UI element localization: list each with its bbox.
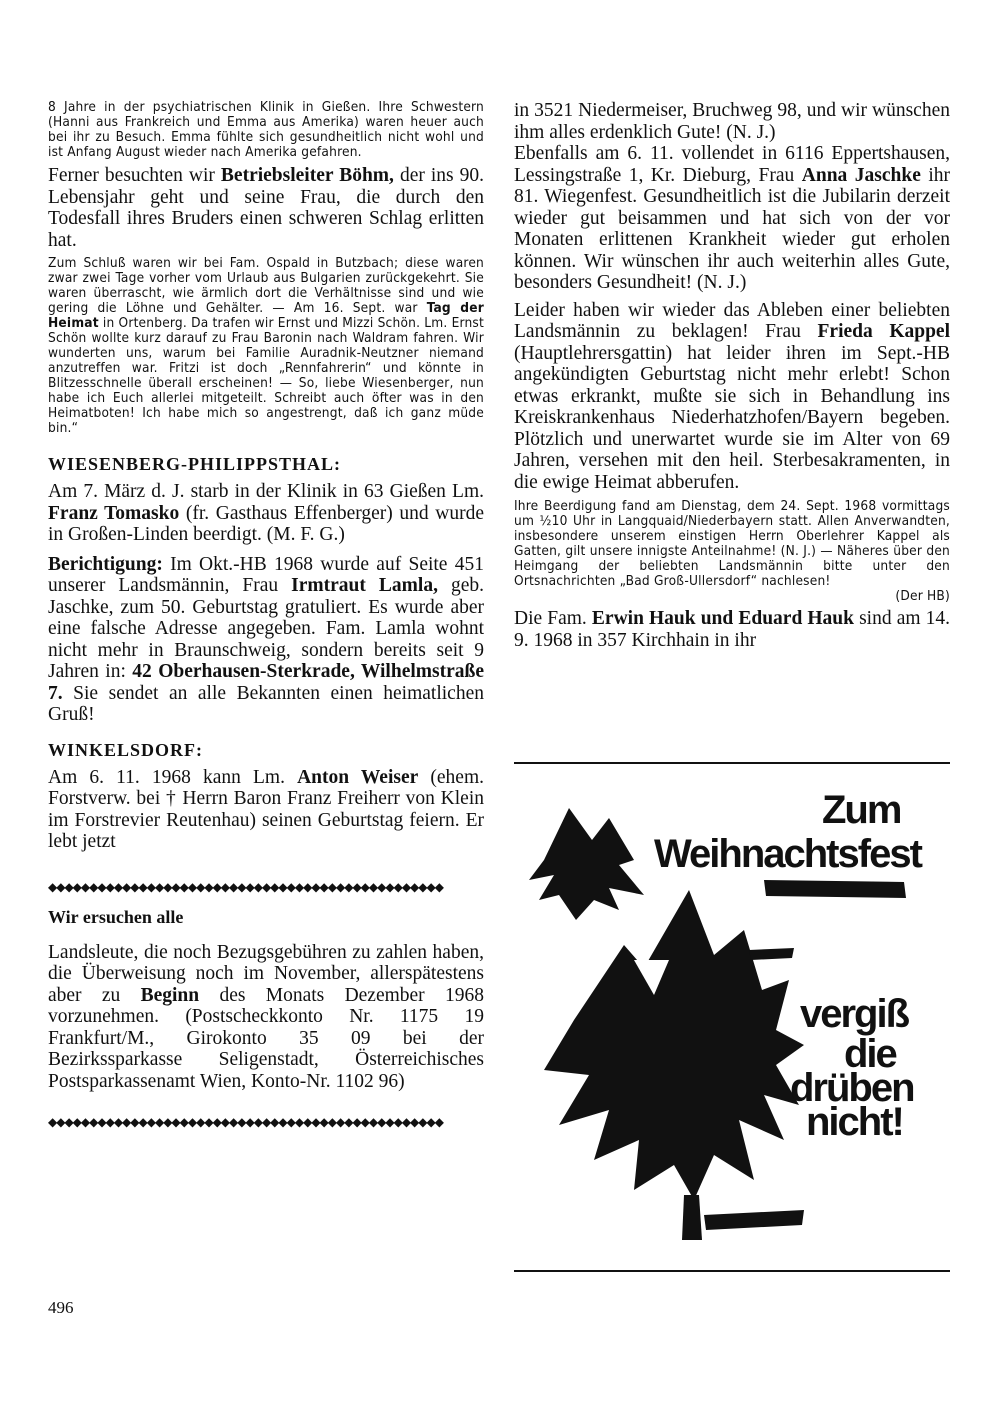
name-tomasko: Franz Tomasko [48,502,180,524]
ad-word-nicht: nicht! [806,1100,903,1144]
name-kappel: Frieda Kappel [817,321,950,342]
black-bar-lower [704,1210,804,1230]
ad-word-die: die [844,1032,896,1076]
ad-word-weihnachtsfest: Weihnachtsfest [654,832,921,876]
black-smudge [749,948,794,960]
ad-top-rule [514,762,950,764]
left-column [48,100,484,1130]
tree-trunk [682,1195,702,1240]
heading-ersuchen: Wir ersuchen alle [48,906,184,927]
ad-bottom-rule [514,1270,950,1272]
large-tree [544,890,804,1200]
paragraph-niedermeiser: in 3521 Niedermeiser, Bruchweg 98, und wir wünschen ihm alles erdenklich Gute! (N. J.) [514,100,950,143]
page-number: 496 [48,1298,74,1317]
paragraph-beerdigung: Ihre Beerdigung fand am Dienstag, dem 24. Sept. 1968 vormittags um ½10 Uhr in Langquaid/Niederbayern statt. Allen Anverwandten, insbesondere unserem einstigen Herrn Oberlehrer Kappel als Gatten, gilt unsere innigste Anteilnahme! (N. J.) — Näheres über den Heimgang der beliebten Landsmännin bitte unter den Ortsnachrichten „Bad Groß-Ullersdorf“ nachlesen! [514,498,950,589]
heading-wiesenberg: WIESENBERG-PHILIPPSTHAL: [48,454,342,474]
name-jaschke: Anna Jaschke [801,164,921,186]
paragraph-berichtigung: Berichtigung: Im Okt.-HB 1968 wurde auf Seite 451 unserer Landsmännin, Frau Irmtraut Lamla, geb. Jaschke, zum 50. Geburtstag gratuliert. Es wurde aber eine falsche Adresse angegeben. Fam. Lamla wohnt nicht mehr in Braunschweig, sondern bereits seit 9 Jahren in: 42 Oberhausen-Sterkrade, Wilhelmstraße 7. Sie sendet an alle Bekannten einen heimatlichen Gruß! [48,553,484,725]
diamond-divider-top: ◆◆◆◆◆◆◆◆◆◆◆◆◆◆◆◆◆◆◆◆◆◆◆◆◆◆◆◆◆◆◆◆◆◆◆◆◆◆◆◆◆◆◆◆◆◆◆◆ [48,879,443,894]
ad-word-drueben: drüben [790,1066,914,1110]
right-column [514,100,950,651]
diamond-divider-bottom: ◆◆◆◆◆◆◆◆◆◆◆◆◆◆◆◆◆◆◆◆◆◆◆◆◆◆◆◆◆◆◆◆◆◆◆◆◆◆◆◆◆◆◆◆◆◆◆◆ [48,1115,443,1129]
paragraph-hauk: Die Fam. Erwin Hauk und Eduard Hauk sind am 14. 9. 1968 in 357 Kirchhain in ihr [514,608,950,651]
christmas-advertisement [514,770,950,1265]
paragraph-tomasko: Am 7. März d. J. starb in der Klinik in 63 Gießen Lm. Franz Tomasko (fr. Gasthaus Effenberger) und wurde in Großen-Linden beerdigt. (M. F. G.) [48,481,484,545]
small-tree-top [529,808,644,920]
paragraph-weiser: Am 6. 11. 1968 kann Lm. Anton Weiser (ehem. Forstverw. bei † Herrn Baron Franz Freiherr von Klein im Forstrevier Reutenhau) seinen Geburtstag feiern. Er lebt jetzt [48,766,484,852]
paragraph-psychiatric-clinic: 8 Jahre in der psychiatrischen Klinik in Gießen. Ihre Schwestern (Hanni aus Frankreich und Emma aus Amerika) waren heuer auch bei ihr zu Besuch. Emma fühlte sich gesundheitlich nicht wohl und ist Anfang August wieder nach Amerika gefahren. [48,99,484,160]
name-weiser: Anton Weiser [297,766,419,788]
address-lamla: 42 Oberhausen-Sterkrade, Wilhelmstraße 7. [48,661,484,704]
ad-word-vergiss: vergiß [800,992,909,1036]
name-hauk: Erwin Hauk und Eduard Hauk [591,608,854,629]
black-bar-upper [764,880,906,898]
paragraph-jaschke: Ebenfalls am 6. 11. vollendet in 6116 Eppertshausen, Lessingstraße 1, Kr. Dieburg, Frau Anna Jaschke ihr 81. Wiegenfest. Gesundheitlich ist die Jubilarin derzeit wieder gut beisammen und hat sich von der vor Monaten erlittenen Krankheit wieder gut erholen können. Wir wünschen ihr auch weiterhin alles Gute, besonders Gesundheit! (N. J.) [514,143,950,293]
paragraph-bezugsgebuehren: Landsleute, die noch Bezugsgebühren zu zahlen haben, die Überweisung noch im November, allerspätestens aber zu Beginn des Monats Dezember 1968 vorzunehmen. (Postscheckkonto Nr. 1175 19 Frankfurt/M., Girokonto 35 09 bei der Bezirkssparkasse Seligenstadt, Österreichisches Postsparkassenamt Wien, Konto-Nr. 1102 96) [48,941,484,1092]
ad-word-zum: Zum [822,788,901,832]
tag-der-heimat: Tag der Heimat [48,300,484,331]
paragraph-betriebsleiter: Ferner besuchten wir Betriebsleiter Böhm, der ins 90. Lebensjahr geht und seine Frau, die durch den Todesfall ihres Bruders einen schweren Schlag erlitten hat. [48,165,485,251]
heading-winkelsdorf: WINKELSDORF: [48,739,204,760]
paragraph-ospald: Zum Schluß waren wir bei Fam. Ospald in Butzbach; diese waren zwar zwei Tage vorher vom Urlaub aus Bulgarien zurückgekehrt. Sie waren überrascht, wie ärmlich dort die Verhältnisse sind und wie gering die Löhne und Gehälter. — Am 16. Sept. war Tag der Heimat in Ortenberg. Da trafen wir Ernst und Mizzi Schön. Lm. Ernst Schön wollte kurz darauf zu Frau Baronin nach Waldram fahren. Wir wunderten uns, warum bei Familie Auradnik-Neutzner niemand anzutreffen war. Fritzi ist doch „Rennfahrerin“ und könnte in Blitzesschnelle überall erscheinen! — So, liebe Wiesenberger, nun habe ich Euch allerlei mitgeteilt. Schreibt auch öfter was in den Heimatboten! Ich habe mich so angestrengt, daß ich ganz müde bin.“ [48,255,484,436]
paragraph-kappel: Leider haben wir wieder das Ableben einer beliebten Landsmännin zu beklagen! Frau Frieda Kappel (Hauptlehrersgattin) hat leider ihren im Sept.-HB angekündigten Geburtstag nicht mehr erlebt! Schon etwas erkrankt, mußte sie sich in Behandlung ins Kreiskrankenhaus Niederhatzhofen/Bayern begeben. Plötzlich und unerwartet wurde sie im Alter von 69 Jahren, versehen mit den heil. Sterbesakramenten, in die ewige Heimat abberufen. [514,299,950,493]
signature-hb: (Der HB) [895,588,950,604]
name-lamla: Irmtraut Lamla, [291,575,438,596]
name-boehm: Betriebsleiter Böhm, [220,165,394,186]
